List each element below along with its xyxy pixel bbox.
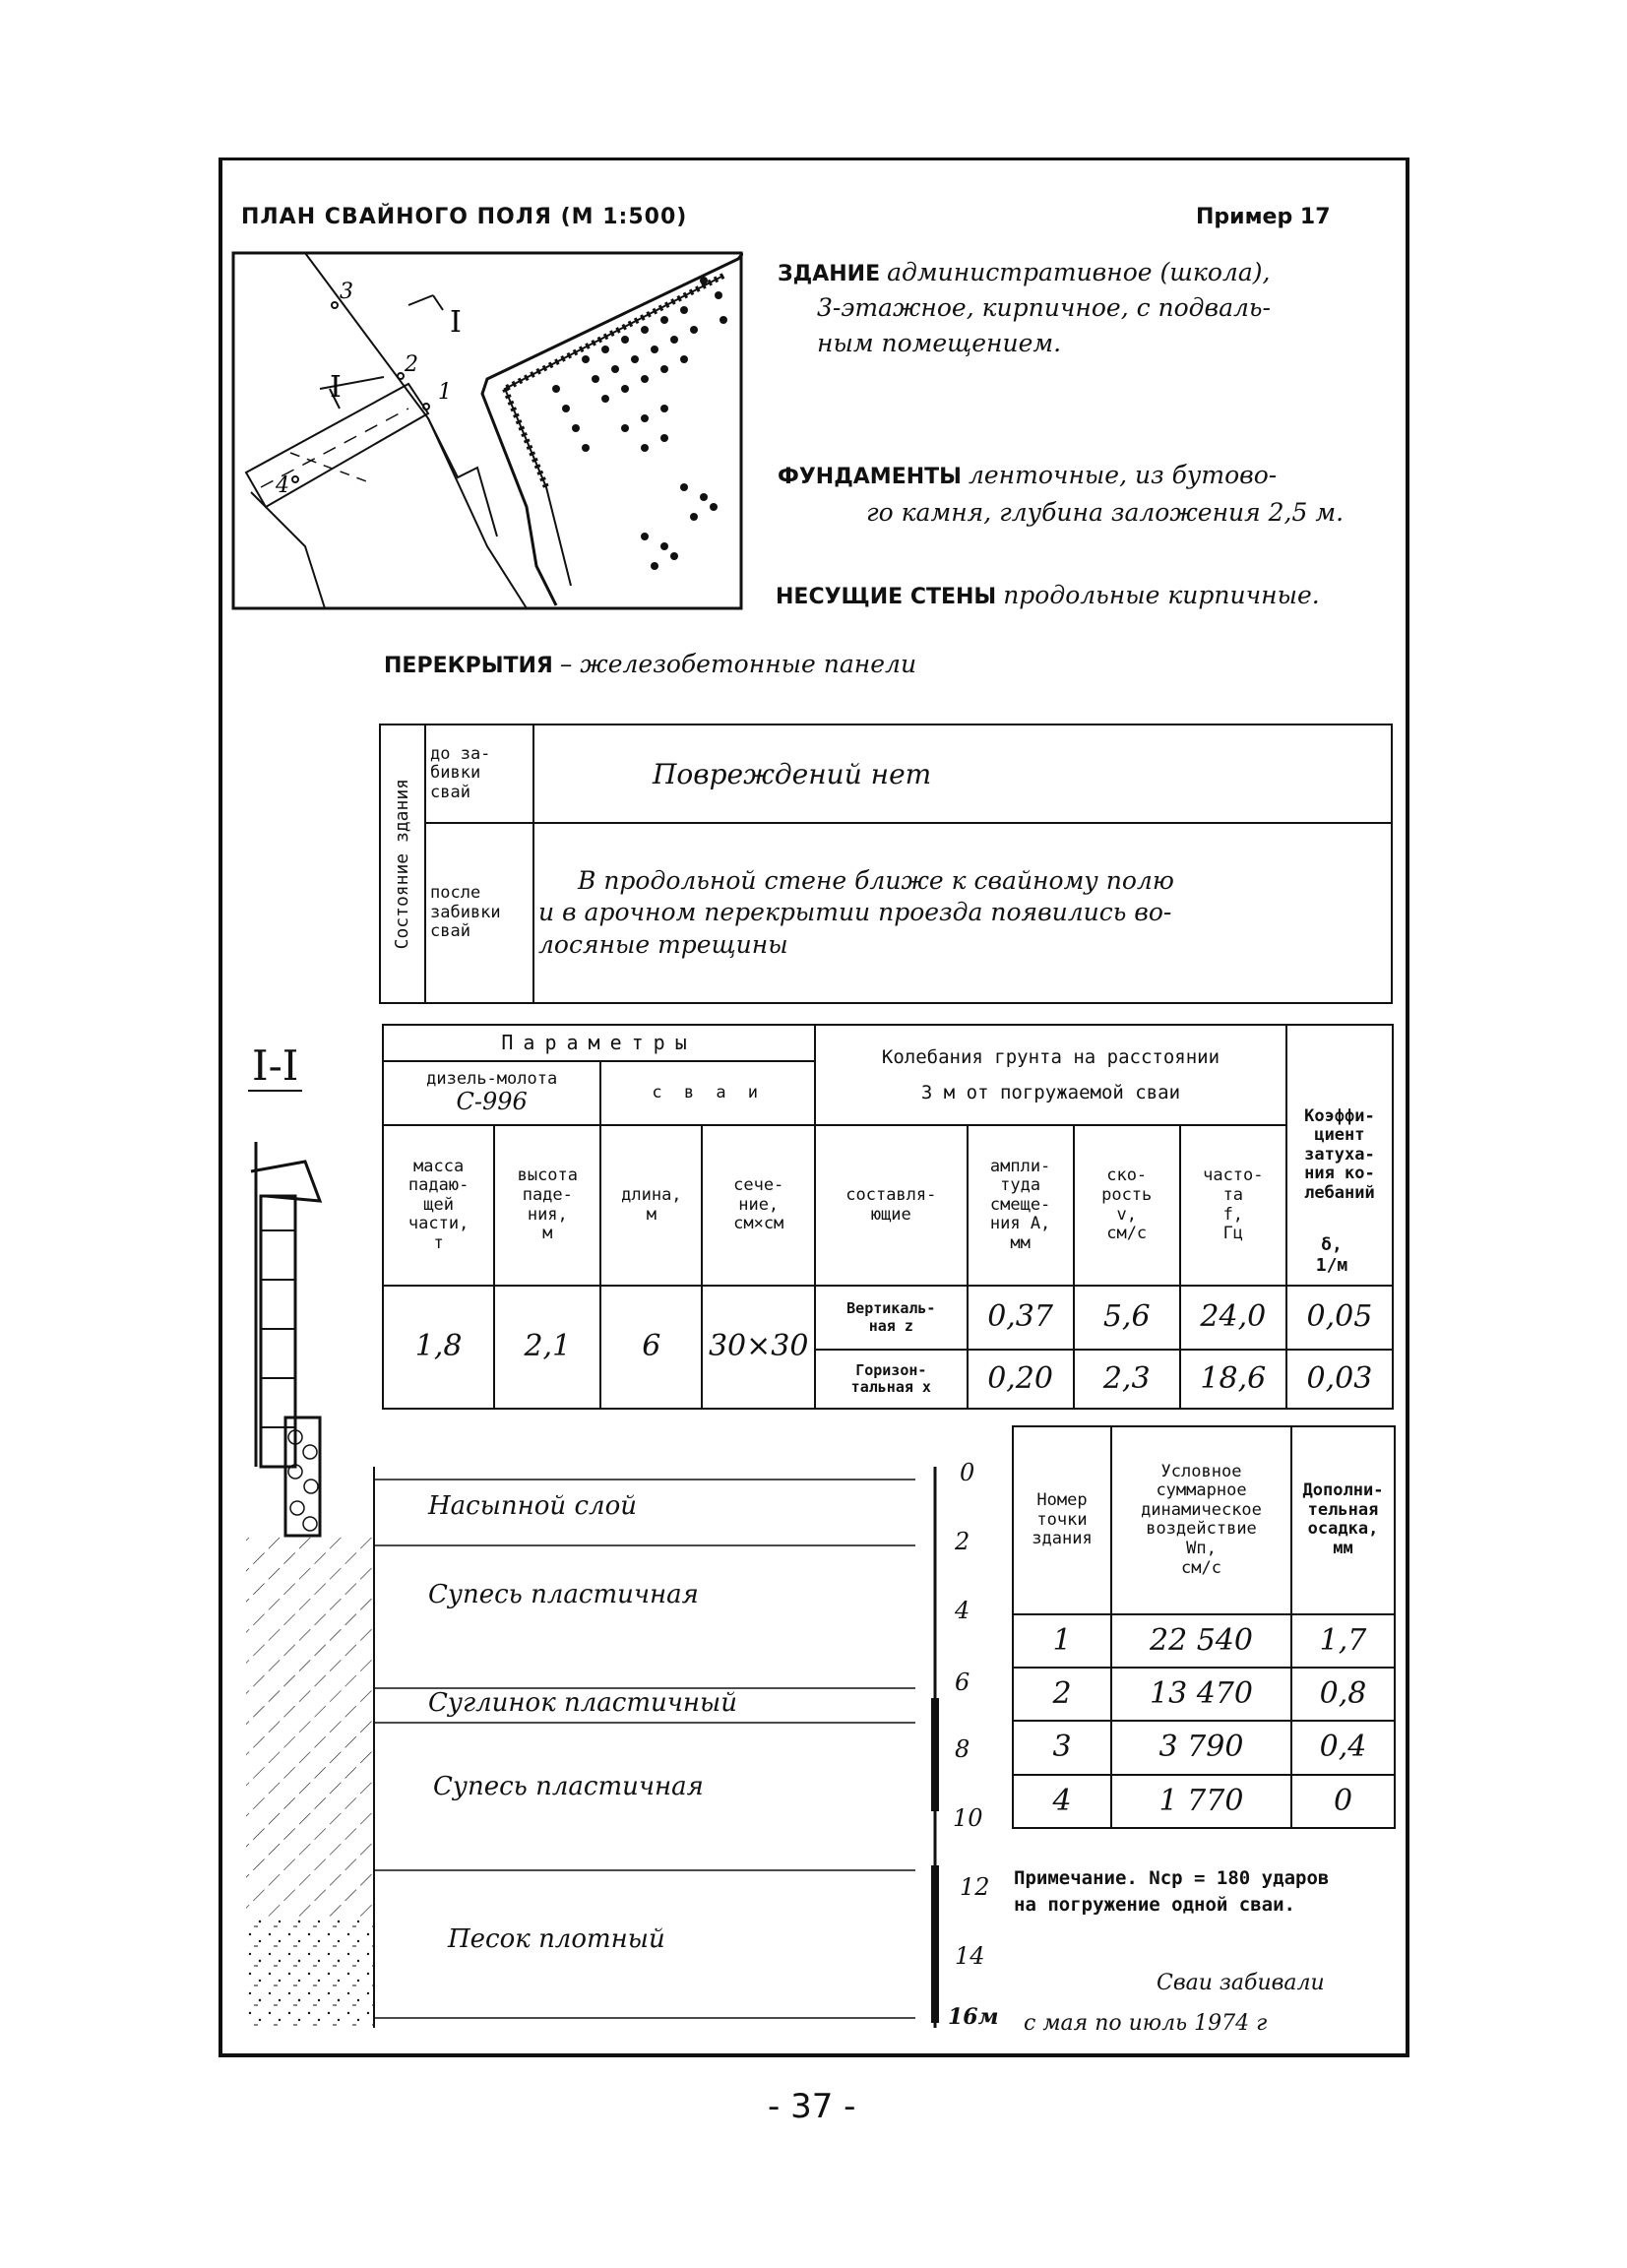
state-after-line1: В продольной стене ближе к свайному полю — [578, 865, 1174, 895]
soil-layer-3: Суглинок пластичный — [428, 1688, 737, 1718]
vibration-header-line1: Колебания грунта на расстоянии — [881, 1045, 1220, 1068]
state-side-label: Состояние здания — [391, 778, 412, 950]
col-impact: Условное суммарное динамическое воздействие Wп, см/с — [1111, 1426, 1291, 1614]
state-before-label: до за- бивки свай — [425, 724, 533, 823]
building-state-table — [379, 724, 1393, 1004]
note-text1: Ncp = 180 ударов — [1149, 1867, 1330, 1889]
point-2-label: 2 — [405, 352, 418, 377]
vibration-header — [815, 1025, 1286, 1125]
soil-layer-5: Песок плотный — [448, 1924, 665, 1954]
impact-row-2-point: 2 — [1013, 1668, 1111, 1721]
example-number: Пример 17 — [1196, 205, 1331, 229]
value-section: 30×30 — [702, 1286, 815, 1409]
section-mark-top: I — [450, 305, 462, 340]
note-text2: на погружение одной сваи. — [1014, 1894, 1295, 1916]
hammer-model: С-996 — [456, 1088, 528, 1116]
state-side-cell — [380, 724, 425, 1003]
soil-layer-4: Супесь пластичная — [433, 1772, 704, 1801]
impact-table — [1012, 1425, 1396, 1829]
state-before-value: Повреждений нет — [533, 724, 1392, 823]
col-section: сече- ние, см×см — [702, 1125, 815, 1286]
note-label: Примечание. — [1014, 1867, 1138, 1889]
value-length: 6 — [600, 1286, 702, 1409]
col-amplitude: ампли- туда смеще- ния А, мм — [968, 1125, 1074, 1286]
col-mass: масса падаю- щей части, т — [383, 1125, 494, 1286]
point-1-label: 1 — [438, 380, 452, 405]
value-mass: 1,8 — [383, 1286, 494, 1409]
state-after-line2: и в арочном перекрытии проезда появились во- — [538, 898, 1172, 927]
point-4-label: 4 — [276, 473, 289, 498]
row-horizontal-component: Горизон- тальная x — [815, 1350, 967, 1409]
impact-row-1-settlement: 1,7 — [1291, 1614, 1395, 1668]
page-number: - 37 - — [768, 2087, 856, 2126]
driving-period-line1: Сваи забивали — [1157, 1971, 1325, 1995]
driving-period-line2: с мая по июль 1974 г — [1024, 2011, 1268, 2036]
plan-title: ПЛАН СВАЙНОГО ПОЛЯ (М 1:500) — [241, 205, 688, 229]
state-after-label: после забивки свай — [425, 823, 533, 1003]
depth-16: 16м — [948, 2004, 999, 2030]
row-horizontal-velocity: 2,3 — [1074, 1350, 1180, 1409]
section-label: I-I — [248, 1041, 302, 1092]
depth-0: 0 — [960, 1459, 975, 1486]
building-description — [778, 258, 1270, 286]
foundation-line1: ленточные, из бутово- — [968, 461, 1278, 489]
floors-label: ПЕРЕКРЫТИЯ — [384, 654, 553, 678]
row-vertical-delta: 0,05 — [1286, 1286, 1393, 1350]
section-mark-bottom: I — [330, 370, 342, 405]
floors-value: – железобетонные панели — [559, 650, 917, 678]
row-horizontal-amplitude: 0,20 — [968, 1350, 1074, 1409]
foundation-description — [778, 461, 1277, 489]
impact-row-2-value: 13 470 — [1111, 1668, 1291, 1721]
impact-row-4-value: 1 770 — [1111, 1775, 1291, 1828]
depth-12: 12 — [960, 1873, 990, 1901]
soil-layer-2: Супесь пластичная — [428, 1580, 699, 1609]
walls-label: НЕСУЩИЕ СТЕНЫ — [776, 585, 997, 609]
row-horizontal-frequency: 18,6 — [1180, 1350, 1286, 1409]
col-height: высота паде- ния, м — [494, 1125, 600, 1286]
col-point: Номер точки здания — [1013, 1426, 1111, 1614]
depth-4: 4 — [955, 1597, 970, 1624]
depth-10: 10 — [953, 1804, 983, 1832]
impact-row-3-point: 3 — [1013, 1721, 1111, 1774]
floors-description — [384, 650, 916, 678]
row-horizontal-delta: 0,03 — [1286, 1350, 1393, 1409]
depth-2: 2 — [955, 1528, 970, 1555]
col-component: составля- ющие — [815, 1125, 967, 1286]
soil-layer-1: Насыпной слой — [428, 1491, 637, 1521]
impact-row-2-settlement: 0,8 — [1291, 1668, 1395, 1721]
impact-row-1-point: 1 — [1013, 1614, 1111, 1668]
walls-value: продольные кирпичные. — [1003, 581, 1320, 609]
row-vertical-component: Вертикаль- ная z — [815, 1286, 967, 1350]
pile-header: с в а и — [600, 1061, 815, 1125]
hammer-header: дизель-молота — [426, 1068, 558, 1089]
col-length: длина, м — [600, 1125, 702, 1286]
impact-row-3-settlement: 0,4 — [1291, 1721, 1395, 1774]
walls-description — [776, 581, 1320, 609]
depth-8: 8 — [955, 1735, 970, 1763]
value-height: 2,1 — [494, 1286, 600, 1409]
impact-row-4-settlement: 0 — [1291, 1775, 1395, 1828]
site-plan — [231, 251, 743, 610]
impact-row-4-point: 4 — [1013, 1775, 1111, 1828]
depth-6: 6 — [955, 1669, 970, 1696]
depth-14: 14 — [955, 1942, 985, 1970]
building-line3: ным помещением. — [817, 329, 1062, 357]
impact-row-1-value: 22 540 — [1111, 1614, 1291, 1668]
state-after-line3: лосяные трещины — [538, 929, 788, 959]
impact-row-3-value: 3 790 — [1111, 1721, 1291, 1774]
note-line1 — [1014, 1868, 1329, 1890]
foundation-label: ФУНДАМЕНТЫ — [778, 465, 962, 489]
col-delta: δ, 1/м — [1315, 1234, 1348, 1276]
damping-header: Коэффи- циент затуха- ния ко- лебаний — [1286, 1025, 1393, 1286]
vibration-header-line2: 3 м от погружаемой сваи — [920, 1082, 1181, 1104]
row-vertical-amplitude: 0,37 — [968, 1286, 1074, 1350]
foundation-line2: го камня, глубина заложения 2,5 м. — [866, 498, 1345, 527]
col-settlement: Дополни- тельная осадка, мм — [1291, 1426, 1395, 1614]
hammer-header-cell — [383, 1061, 600, 1125]
point-3-label: 3 — [340, 280, 353, 304]
col-frequency: часто- та f, Гц — [1180, 1125, 1286, 1286]
col-velocity: ско- рость v, см/с — [1074, 1125, 1180, 1286]
row-vertical-frequency: 24,0 — [1180, 1286, 1286, 1350]
params-header: Параметры — [383, 1025, 815, 1061]
state-after-value — [533, 823, 1392, 1003]
row-vertical-velocity: 5,6 — [1074, 1286, 1180, 1350]
building-label: ЗДАНИЕ — [778, 262, 881, 286]
building-line2: 3-этажное, кирпичное, с подваль- — [817, 293, 1271, 322]
building-line1: административное (школа), — [887, 258, 1271, 286]
